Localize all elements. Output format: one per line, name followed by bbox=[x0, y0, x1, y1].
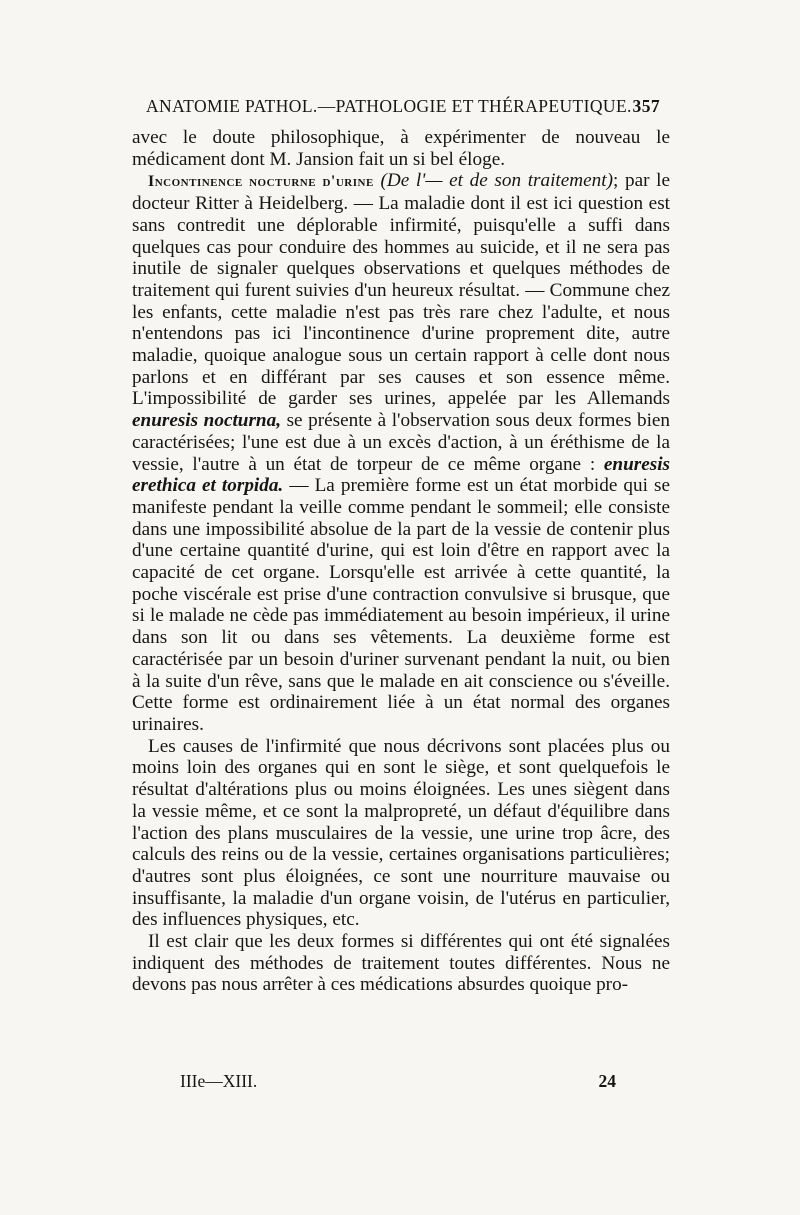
article-text-2: se présente à l'observation sous deux formes bien caractérisées; l'une est due à un excès d'action, à un éréthisme de la vessie, l'autre à un état de torpeur de ce même organe : bbox=[132, 410, 671, 475]
article-subtitle: (De l'— et de son traitement) bbox=[380, 170, 613, 192]
running-header bbox=[132, 96, 660, 122]
intro-paragraph: avec le doute philosophique, à expérimenter de nouveau le médicament dont M. Jansion fait un si bel éloge. bbox=[132, 127, 670, 170]
sheet-number: 24 bbox=[598, 1071, 616, 1091]
article-text-3: — La première forme est un état morbide qui se manifeste pendant la veille comme pendant le sommeil; elle consiste dans une impossibilité absolue de la part de la vessie de contenir plus d'une certaine quantité d'urine, qui est loin d'être en rapport avec la capacité de cet organe. Lorsqu'elle est arrivée à cette quantité, la poche viscérale est prise d'une contraction convulsive si brusque, que si le malade ne cède pas immédiatement au besoin impérieux, il urine dans son lit ou dans ses vêtements. La deuxième forme est caractérisée par un besoin d'uriner survenant pendant la nuit, ou bien à la suite d'un rêve, sans que le malade en ait conscience ou s'éveille. Cette forme est ordinairement liée à un état normal des organes urinaires. bbox=[132, 475, 671, 735]
treatment-paragraph: Il est clair que les deux formes si différentes qui ont été signalées indiquent des méthodes de traitement toutes différentes. Nous ne devons pas nous arrêter à ces médications absurdes quoique pro- bbox=[132, 931, 670, 996]
article-heading: Incontinence nocturne d'urine bbox=[148, 173, 374, 191]
article-paragraph bbox=[132, 170, 670, 735]
signature-mark: IIIe—XIII. bbox=[180, 1071, 258, 1091]
body-text bbox=[132, 127, 670, 996]
latin-term-2: enuresis erethica et torpida. bbox=[132, 453, 671, 497]
running-title: ANATOMIE PATHOL.—PATHOLOGIE ET THÉRAPEUTIQUE. bbox=[146, 96, 632, 116]
page-number: 357 bbox=[632, 96, 660, 116]
article-text-1: ; par le docteur Ritter à Heidelberg. — La maladie dont il est ici question est sans contredit une déplorable infirmité, puisqu'elle a suffi dans quelques cas pour conduire des hommes au suicide, et il ne sera pas inutile de signaler quelques observations et quelques méthodes de traitement qui furent suivies d'un heureux résultat. — Commune chez les enfants, cette maladie n'est pas très rare chez l'adulte, et nous n'entendons pas ici l'incontinence d'urine proprement dite, autre maladie, quoique analogue sous un certain rapport à celle dont nous parlons et en différant par ses causes et son essence même. L'impossibilité de garder ses urines, appelée par les Allemands bbox=[132, 170, 670, 410]
latin-term-1: enuresis nocturna, bbox=[132, 410, 281, 432]
causes-paragraph: Les causes de l'infirmité que nous décrivons sont placées plus ou moins loin des organes qui en sont le siège, et sont quelquefois le résultat d'altérations plus ou moins éloignées. Les unes siègent dans la vessie même, et ce sont la malpropreté, un défaut d'équilibre dans l'action des plans musculaires de la vessie, une urine trop âcre, des calculs des reins ou de la vessie, certaines organisations particulières; d'autres sont plus éloignées, ce sont une nourriture mauvaise ou insuffisante, la maladie d'un organe voisin, de l'utérus en particulier, des influences physiques, etc. bbox=[132, 735, 670, 931]
page-footer bbox=[180, 1071, 616, 1095]
